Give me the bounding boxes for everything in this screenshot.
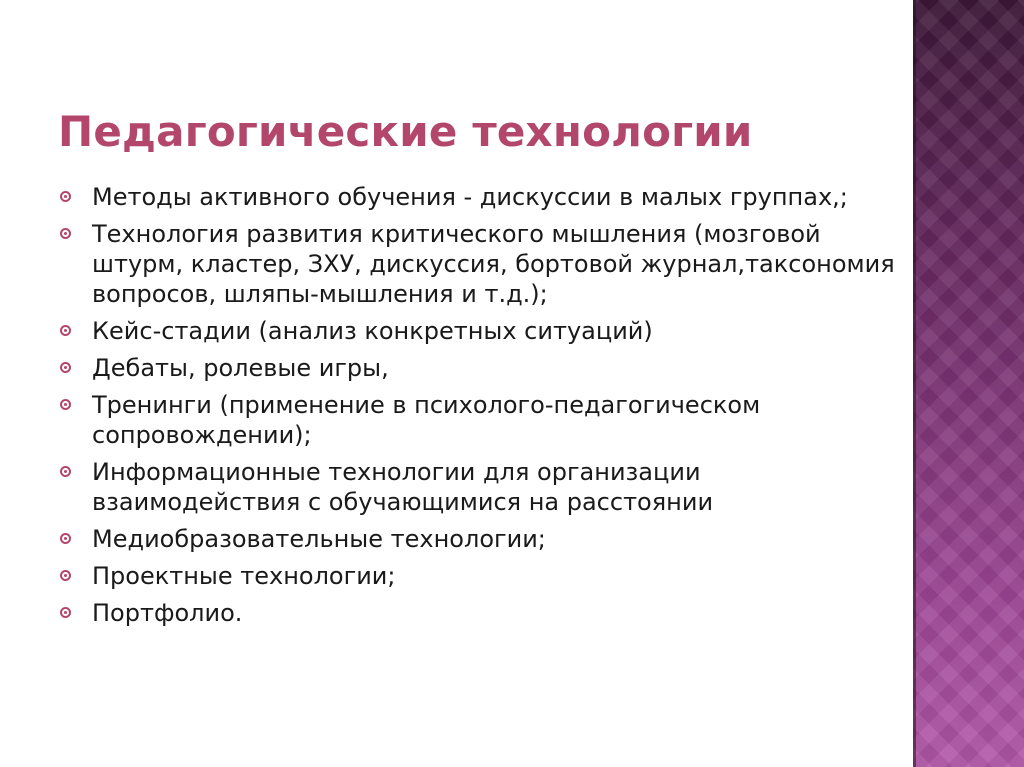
side-band-edge (913, 0, 916, 767)
list-item-text: Методы активного обучения - дискуссии в малых группах,; (92, 183, 848, 211)
circle-bullet-icon (60, 191, 71, 202)
circle-bullet-icon (60, 325, 71, 336)
circle-bullet-icon (60, 228, 71, 239)
list-item (60, 561, 900, 591)
list-item-text: Информационные технологии для организации взаимодействия с обучающимися на расстоянии (92, 458, 714, 516)
list-item (60, 219, 900, 309)
list-item-text: Портфолио. (92, 599, 243, 627)
list-item-text: Кейс-стадии (анализ конкретных ситуаций) (92, 317, 653, 345)
list-item-text: Медиобразовательные технологии; (92, 525, 546, 553)
circle-bullet-icon (60, 533, 71, 544)
list-item-text: Тренинги (применение в психолого-педагогическом сопровождении); (92, 391, 761, 449)
list-item (60, 182, 900, 212)
list-item (60, 353, 900, 383)
circle-bullet-icon (60, 466, 71, 477)
list-item-text: Технология развития критического мышления (мозговой штурм, кластер, ЗХУ, дискуссия, бортовой журнал,таксономия вопросов, шляпы-мышления и т.д.); (92, 220, 895, 308)
list-item-text: Проектные технологии; (92, 562, 396, 590)
list-item (60, 390, 900, 450)
list-item (60, 524, 900, 554)
bullet-list (60, 182, 900, 635)
circle-bullet-icon (60, 570, 71, 581)
slide-title: Педагогические технологии (58, 107, 753, 156)
circle-bullet-icon (60, 399, 71, 410)
list-item-text: Дебаты, ролевые игры, (92, 354, 389, 382)
decorative-side-band (913, 0, 1024, 767)
list-item (60, 316, 900, 346)
list-item (60, 457, 900, 517)
circle-bullet-icon (60, 362, 71, 373)
list-item (60, 598, 900, 628)
circle-bullet-icon (60, 607, 71, 618)
